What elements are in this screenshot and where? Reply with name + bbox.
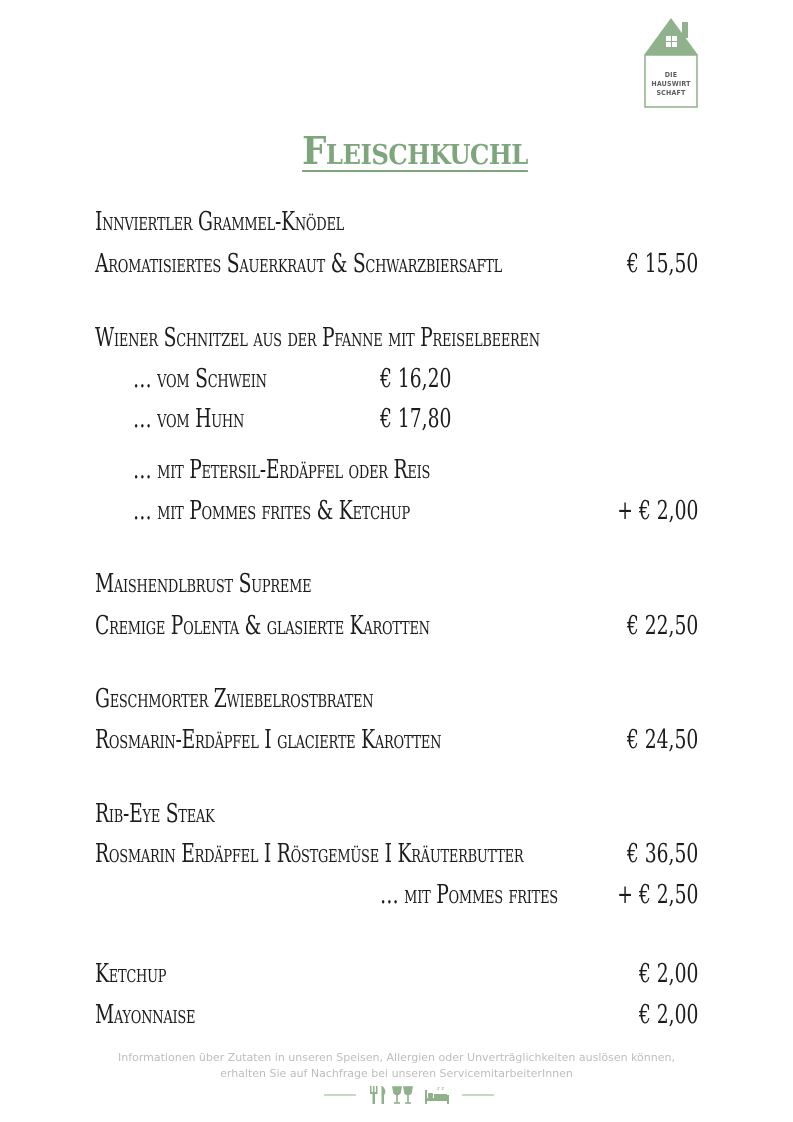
extra-item: Mayonnaise [95,1000,196,1030]
footer-icons [320,1082,498,1106]
option-price: € 17,80 [380,404,452,434]
dish-description: Rosmarin Erdäpfel I Röstgemüse I Kräuterbutter [95,839,524,869]
dish-price: € 15,50 [626,249,698,279]
dish-option: … vom Huhn [133,404,245,434]
dish-description: Aromatisiertes Sauerkraut & Schwarzbiersaftl [95,249,503,279]
side-option: … mit Pommes frites [380,880,558,910]
extra-price: € 2,00 [638,1000,698,1030]
dish-description: Cremige Polenta & glasierte Karotten [95,611,430,641]
side-option: … mit Petersil-Erdäpfel oder Reis [133,455,431,485]
dish-price: € 36,50 [626,839,698,869]
logo-line: HAUSWIRT [651,79,691,88]
wine-glasses-icon [393,1087,412,1103]
page-title: Fleischkuchl [302,128,528,173]
allergen-note [0,1050,793,1082]
bed-icon [425,1086,449,1104]
logo-line: SCHAFT [656,88,686,97]
dish-name: Rib-Eye Steak [95,799,215,829]
dish-price: € 24,50 [626,725,698,755]
allergen-note-line: Informationen über Zutaten in unseren Speisen, Allergien oder Unverträglichkeiten auslösen können, [118,1051,675,1064]
dish-name: Wiener Schnitzel aus der Pfanne mit Preiselbeeren [95,323,540,353]
dish-name: Innviertler Grammel-Knödel [95,207,345,237]
svg-text:z z: z z [437,1086,444,1092]
side-price: + € 2,50 [616,880,698,910]
allergen-note-line: erhalten Sie auf Nachfrage bei unseren ServicemitarbeiterInnen [220,1067,573,1080]
extra-item: Ketchup [95,959,167,989]
dish-price: € 22,50 [626,611,698,641]
option-price: € 16,20 [380,364,452,394]
dish-description: Rosmarin-Erdäpfel I glacierte Karotten [95,725,442,755]
logo [644,18,698,108]
cutlery-icon [370,1086,385,1104]
dish-name: Geschmorter Zwiebelrostbraten [95,684,374,714]
dish-name: Maishendlbrust Supreme [95,569,312,599]
extra-price: € 2,00 [638,959,698,989]
side-price: + € 2,00 [616,496,698,526]
side-option: … mit Pommes frites & Ketchup [133,496,410,526]
logo-line: DIE [664,70,678,79]
dish-option: … vom Schwein [133,364,267,394]
